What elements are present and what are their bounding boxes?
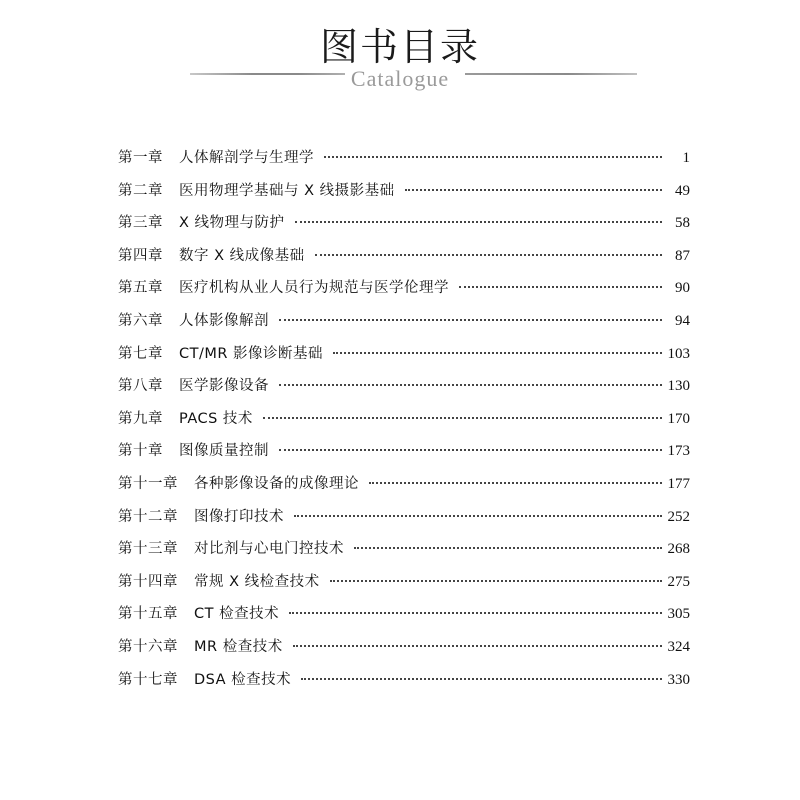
- toc-chapter-title: DSA 检查技术: [194, 671, 292, 688]
- toc-chapter-title: 人体解剖学与生理学: [179, 150, 314, 166]
- toc-dot-leader: [315, 254, 662, 256]
- toc-chapter-title: 人体影像解剖: [179, 312, 269, 329]
- toc-dot-leader: [369, 482, 662, 484]
- toc-entry[interactable]: [118, 275, 690, 308]
- toc-chapter-title: X 线物理与防护: [179, 215, 285, 232]
- toc-chapter-title: 常规 X 线检查技术: [194, 573, 320, 590]
- toc-chapter-number: 第一章: [118, 150, 163, 166]
- toc-chapter-title: 医疗机构从业人员行为规范与医学伦理学: [179, 280, 449, 297]
- toc-entry[interactable]: [118, 373, 690, 406]
- toc-chapter-number: 第十七章: [118, 671, 178, 688]
- toc-chapter-number: 第十章: [118, 443, 163, 460]
- toc-chapter-number: 第八章: [118, 378, 163, 395]
- toc-chapter-title: 对比剂与心电门控技术: [194, 541, 344, 558]
- toc-dot-leader: [279, 319, 662, 321]
- toc-entry[interactable]: [118, 504, 690, 537]
- toc-page-number: 177: [667, 475, 690, 492]
- toc-entry[interactable]: [118, 438, 690, 471]
- toc-dot-leader: [333, 352, 661, 354]
- toc-dot-leader: [301, 678, 661, 680]
- toc-page-number: 252: [667, 508, 690, 525]
- toc-entry[interactable]: [118, 341, 690, 374]
- toc-page-number: 1: [682, 150, 690, 166]
- toc-entry[interactable]: [118, 406, 690, 439]
- toc-entry[interactable]: [118, 569, 690, 602]
- toc-page-number: 90: [675, 280, 690, 297]
- toc-page-number: 330: [667, 671, 690, 688]
- toc-page-number: 305: [667, 606, 690, 623]
- toc-chapter-title: 数字 X 线成像基础: [179, 247, 305, 264]
- toc-page-number: 87: [675, 247, 690, 264]
- toc-page-number: 324: [667, 638, 690, 655]
- toc-chapter-number: 第七章: [118, 345, 163, 362]
- table-of-contents: [118, 145, 690, 699]
- toc-entry[interactable]: [118, 308, 690, 341]
- toc-chapter-number: 第五章: [118, 280, 163, 297]
- page-title: 图书目录: [319, 25, 480, 69]
- toc-chapter-number: 第三章: [118, 215, 163, 232]
- toc-page-number: 268: [667, 541, 690, 558]
- toc-dot-leader: [263, 417, 662, 419]
- toc-dot-leader: [293, 645, 662, 647]
- toc-chapter-number: 第十五章: [118, 606, 178, 623]
- toc-page-number: 275: [667, 573, 690, 590]
- toc-chapter-title: CT 检查技术: [194, 606, 280, 623]
- toc-chapter-number: 第二章: [118, 182, 163, 199]
- toc-chapter-title: CT/MR 影像诊断基础: [179, 345, 324, 362]
- toc-page-number: 103: [667, 345, 690, 362]
- toc-entry[interactable]: [118, 536, 690, 569]
- toc-chapter-title: 图像质量控制: [179, 443, 269, 460]
- toc-chapter-title: MR 检查技术: [194, 638, 283, 655]
- toc-chapter-title: 图像打印技术: [194, 508, 284, 525]
- toc-entry[interactable]: [118, 471, 690, 504]
- toc-page-number: 130: [667, 378, 690, 395]
- toc-dot-leader: [324, 156, 662, 158]
- toc-dot-leader: [279, 384, 662, 386]
- toc-dot-leader: [459, 286, 662, 288]
- toc-chapter-title: 医学影像设备: [179, 378, 269, 395]
- toc-chapter-number: 第四章: [118, 247, 163, 264]
- toc-chapter-number: 第十三章: [118, 541, 178, 558]
- toc-chapter-number: 第六章: [118, 312, 163, 329]
- toc-chapter-title: PACS 技术: [179, 410, 253, 427]
- toc-chapter-number: 第十二章: [118, 508, 178, 525]
- toc-chapter-number: 第九章: [118, 410, 163, 427]
- toc-dot-leader: [330, 580, 662, 582]
- toc-dot-leader: [289, 612, 661, 614]
- toc-entry[interactable]: [118, 145, 690, 178]
- toc-entry[interactable]: [118, 243, 690, 276]
- toc-entry[interactable]: [118, 634, 690, 667]
- toc-entry[interactable]: [118, 210, 690, 243]
- toc-chapter-number: 第十一章: [118, 475, 178, 492]
- toc-chapter-number: 第十四章: [118, 573, 178, 590]
- page-subtitle: Catalogue: [350, 66, 450, 91]
- toc-dot-leader: [354, 547, 662, 549]
- toc-dot-leader: [295, 221, 662, 223]
- toc-entry[interactable]: [118, 601, 690, 634]
- toc-page-number: 173: [667, 443, 690, 460]
- toc-page-number: 58: [675, 215, 690, 232]
- toc-chapter-number: 第十六章: [118, 638, 178, 655]
- toc-page-number: 94: [675, 312, 690, 329]
- toc-entry[interactable]: [118, 178, 690, 211]
- toc-chapter-title: 各种影像设备的成像理论: [194, 475, 359, 492]
- toc-dot-leader: [405, 189, 662, 191]
- toc-page-number: 170: [667, 410, 690, 427]
- toc-page-number: 49: [675, 182, 690, 199]
- toc-entry[interactable]: [118, 667, 690, 700]
- toc-dot-leader: [279, 449, 662, 451]
- catalogue-header: [0, 0, 800, 100]
- toc-dot-leader: [294, 515, 662, 517]
- toc-chapter-title: 医用物理学基础与 X 线摄影基础: [179, 182, 395, 199]
